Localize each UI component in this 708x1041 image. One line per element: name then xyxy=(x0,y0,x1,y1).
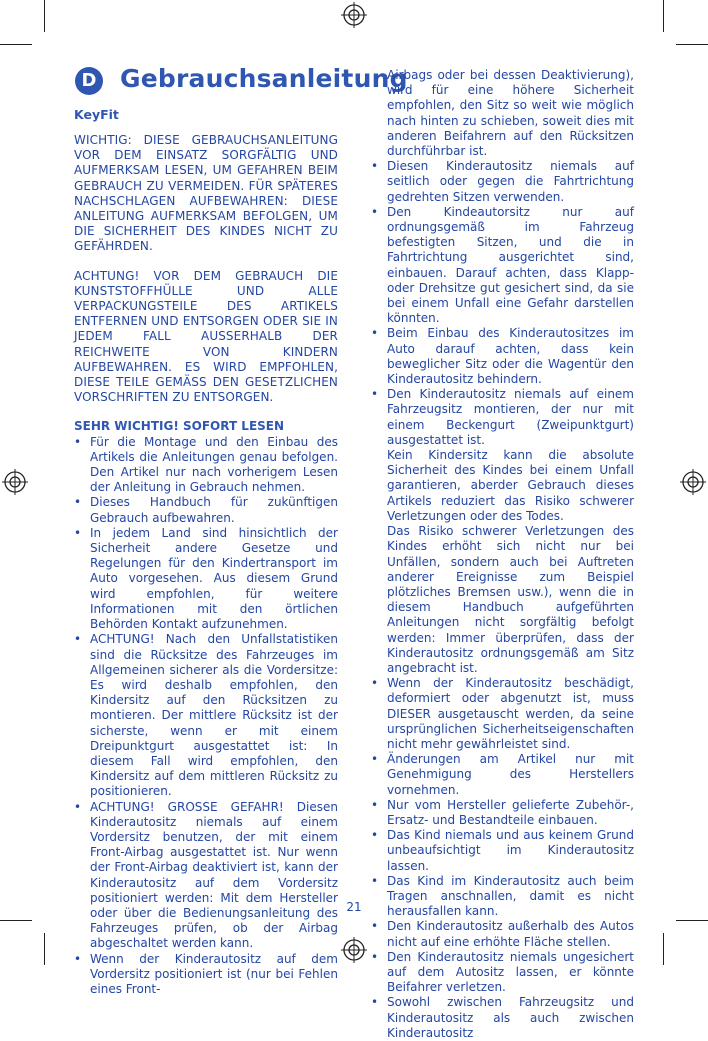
list-item: • ACHTUNG! Nach den Unfallstatistiken sind die Rücksitze des Fahrzeuges im Allgemeinen sicherer als die Vordersitze: Es wird deshalb empfohlen, den Kindersitz auf den Rücksitzen zu montieren. Der mittlere Rücksitz ist der sicherste, wenn er mit einem Dreipunktgurt ausgestattet ist: In diesem Fall wird empfohlen, den Kindersitz auf dem mittleren Rücksitz zu positionieren. xyxy=(74,632,338,799)
crop-mark xyxy=(0,920,32,921)
language-badge: D xyxy=(75,67,103,95)
list-item: • Diesen Kinderautositz niemals auf seitlich oder gegen die Fahrtrichtung gedrehten Sitzen verwenden. xyxy=(371,159,634,205)
continuation-text: Airbags oder bei dessen Deaktivierung), wird für eine höhere Sicherheit empfohlen, den Sitz so weit wie möglich nach hinten zu schieben, soweit dies mit anderen Beifahrern auf den Rücksitzen durchführbar ist. xyxy=(387,68,634,159)
list-item: • ACHTUNG! GROSSE GEFAHR! Diesen Kinderautositz niemals auf einem Vordersitz benutzen, der mit einem Front-Airbag ausgestattet ist. Nur wenn der Front-Airbag deaktiviert ist, kann der Kinderautositz auf dem Vordersitz positioniert werden: Mit dem Hersteller oder über die Bedienungsanleitung des Fahrzeuges prüfen, ob der Airbag abgeschaltet werden kann. xyxy=(74,800,338,952)
list-item: • Den Kindeautorsitz nur auf ordnungsgemäß im Fahrzeug befestigten Sitzen, und die in Fahrtrichtung ausgerichtet sind, einbauen. Darauf achten, dass Klapp- oder Drehsitze gut gesichert sind, da sie bei einem Unfall eine Gefahr darstellen könnten. xyxy=(371,205,634,327)
crop-mark xyxy=(0,44,32,45)
left-column xyxy=(74,133,338,997)
list-item: • Den Kinderautositz niemals ungesichert auf dem Autositz lassen, er könnte Beifahrer verletzen. xyxy=(371,950,634,996)
list-item: • Nur vom Hersteller gelieferte Zubehör-, Ersatz- und Bestandteile einbauen. xyxy=(371,798,634,828)
list-item: • In jedem Land sind hinsichtlich der Sicherheit andere Gesetze und Regelungen für den Kindertransport im Auto vorgesehen. Aus diesem Grund wird empfohlen, für weitere Informationen mit den örtlichen Behörden Kontakt aufzunehmen. xyxy=(74,526,338,632)
list-item: • Für die Montage und den Einbau des Artikels die Anleitungen genau befolgen. Den Artikel nur nach vorherigem Lesen der Anleitung in Gebrauch nehmen. xyxy=(74,435,338,496)
registration-mark-icon xyxy=(341,2,367,28)
registration-mark-icon xyxy=(341,937,367,963)
list-item: • Sowohl zwischen Fahrzeugsitz und Kinderautositz als auch zwischen Kinderautositz xyxy=(371,995,634,1041)
product-name: KeyFit xyxy=(74,107,119,122)
list-item: • Dieses Handbuch für zukünftigen Gebrauch aufbewahren. xyxy=(74,495,338,525)
list-item: • Beim Einbau des Kinderautositzes im Auto darauf achten, dass kein beweglicher Sitz oder die Wagentür den Kinderautositz behindern. xyxy=(371,326,634,387)
crop-mark xyxy=(44,933,45,965)
safety-list-continued xyxy=(371,676,634,1041)
safety-note: Das Risiko schwerer Verletzungen des Kindes erhöht sich nicht nur bei Unfällen, sondern auch bei Auftreten anderer Ereignisse zum Beispiel plötzliches Bremsen usw.), wenn die in diesem Handbuch aufgeführten Anleitungen nicht sorgfältig befolgt werden: Immer überprüfen, dass der Kinderautositz ordnungsgemäß am Sitz angebracht ist. xyxy=(387,524,634,675)
registration-mark-icon xyxy=(2,469,28,495)
crop-mark xyxy=(676,920,708,921)
right-column xyxy=(371,68,634,1041)
page-number: 21 xyxy=(346,900,362,914)
warning-paragraph-packaging: ACHTUNG! VOR DEM GEBRAUCH DIE KUNSTSTOFFHÜLLE UND ALLE VERPACKUNGSTEILE DES ARTIKELS ENTFERNEN UND ENTSORGEN ODER SIE IN JEDEM FALL AUSSERHALB DER REICHWEITE VON KINDERN AUFBEWAHREN. ES WIRD EMPFOHLEN, DIESE TEILE GEMÄSS DEN GESETZLICHEN VORSCHRIFTEN ZU ENTSORGEN. xyxy=(74,268,338,405)
safety-list-continued xyxy=(371,159,634,448)
list-item: • Änderungen am Artikel nur mit Genehmigung des Herstellers vornehmen. xyxy=(371,752,634,798)
crop-mark xyxy=(676,44,708,45)
safety-note: Kein Kindersitz kann die absolute Sicherheit des Kindes bei einem Unfall garantieren, aberder Gebrauch dieses Artikels reduziert das Risiko schwerer Verletzungen oder des Todes. xyxy=(387,448,634,523)
list-item: • Den Kinderautositz niemals auf einem Fahrzeugsitz montieren, der nur mit einem Beckengurt (Zweipunktgurt) ausgestattet ist. xyxy=(371,387,634,448)
list-item: • Das Kind niemals und aus keinem Grund unbeaufsichtigt im Kinderautositz lassen. xyxy=(371,828,634,874)
crop-mark xyxy=(663,933,664,965)
list-item: • Das Kind im Kinderautositz auch beim Tragen anschnallen, damit es nicht herausfallen kann. xyxy=(371,874,634,920)
registration-mark-icon xyxy=(680,469,706,495)
list-item: • Den Kinderautositz außerhalb des Autos nicht auf eine erhöhte Fläche stellen. xyxy=(371,919,634,949)
section-heading: SEHR WICHTIG! SOFORT LESEN xyxy=(74,419,285,434)
warning-paragraph-important: WICHTIG: DIESE GEBRAUCHSANLEITUNG VOR DEM EINSATZ SORGFÄLTIG UND AUFMERKSAM LESEN, UM GEFAHREN BEIM GEBRAUCH ZU VERMEIDEN. FÜR SPÄTERES NACHSCHLAGEN AUFBEWAHREN: DIESE ANLEITUNG AUFMERKSAM BEFOLGEN, UM DIE SICHERHEIT DES KINDES NICHT ZU GEFÄHRDEN. xyxy=(74,133,338,254)
list-item: • Wenn der Kinderautositz auf dem Vordersitz positioniert ist (nur bei Fehlen eines Front- xyxy=(74,952,338,998)
list-item: • Wenn der Kinderautositz beschädigt, deformiert oder abgenutzt ist, muss DIESER ausgetauscht werden, da seine ursprünglichen Sicherheitseigenschaften nicht mehr gewährleistet sind. xyxy=(371,676,634,752)
page-title: Gebrauchsanleitung xyxy=(120,64,408,93)
crop-mark xyxy=(663,0,664,32)
crop-mark xyxy=(44,0,45,32)
